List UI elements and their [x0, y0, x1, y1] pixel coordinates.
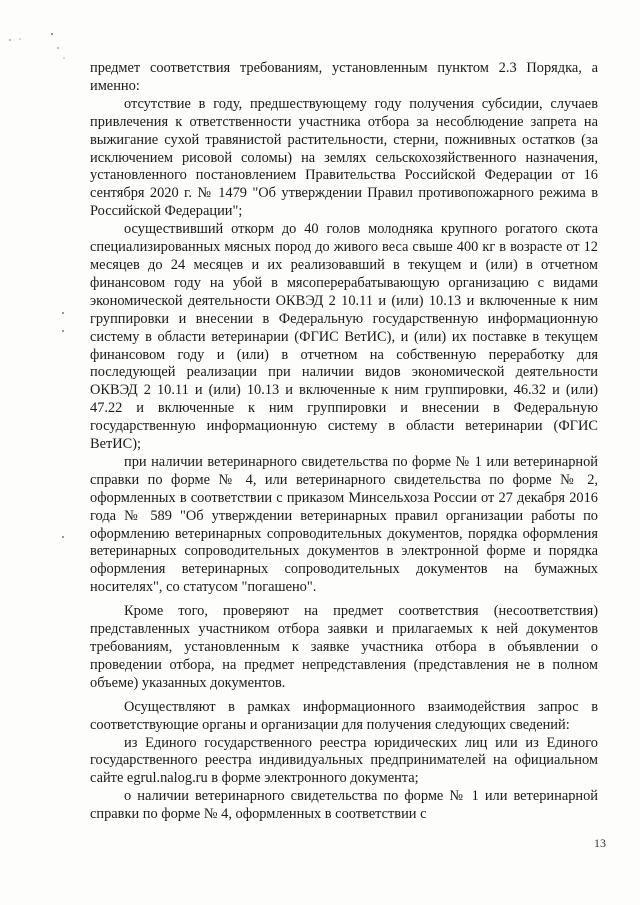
paragraph-vet-certificate: при наличии ветеринарного свидетельства по форме № 1 или ветеринарной справки по форме № 4, или ветеринарного свидетельства по форме № 2, оформленных в соответствии с приказом Минсельхоза России от 27 декабря 2016 года № 589 "Об утверждении ветеринарных правил организации работы по оформлению ветеринарных сопроводительных документов, порядка оформления ветеринарных сопроводительных документов в электронной форме и порядка оформления ветеринарных сопроводительных документов на бумажных носителях", со статусом "погашено".	[90, 453, 598, 596]
margin-speck	[62, 536, 64, 538]
paragraph-interagency-request: Осуществляют в рамках информационного взаимодействия запрос в соответствующие органы и организации для получения следующих сведений:	[90, 698, 598, 733]
scan-artifact-icon	[6, 28, 66, 68]
paragraph-fattening: осуществивший откорм до 40 голов молодняка крупного рогатого скота специализированных мясных пород до живого веса свыше 400 кг в возрасте от 12 месяцев до 24 месяцев и их реализовавший в текущем и (или) в отчетном финансовом году на убой в мясоперерабатывающую организацию с видами экономической деятельности ОКВЭД 2 10.11 и (или) 10.13 и включенные к ним группировки и внесении в Федеральную государственную информационную систему в области ветеринарии (ФГИС ВетИС), и (или) их поставке в текущем финансовом году и (или) в отчетном на собственную переработку для последующей реализации при наличии видов экономической деятельности ОКВЭД 2 10.11 и (или) 10.13 и включенные к ним группировки, 46.32 и (или) 47.22 и включенные к ним группировки и внесении в Федеральную государственную информационную систему в области ветеринарии (ФГИС ВетИС);	[90, 221, 598, 453]
paragraph-egrul: из Единого государственного реестра юридических лиц или из Единого государственного реестра индивидуальных предпринимателей на официальном сайте egrul.nalog.ru в форме электронного документа;	[90, 734, 598, 787]
paragraph-intro: предмет соответствия требованиям, установленным пунктом 2.3 Порядка, а именно:	[90, 60, 598, 94]
paragraph-vet-form: о наличии ветеринарного свидетельства по форме № 1 или ветеринарной справки по форме № 4, оформленных в соответствии с	[90, 788, 598, 823]
margin-speck	[62, 312, 64, 314]
document-body	[90, 60, 598, 824]
paragraph-no-burning: отсутствие в году, предшествующему году получения субсидии, случаев привлечения к ответственности участника отбора за несоблюдение запрета на выжигание сухой травянистой растительности, стерни, пожнивных остатков (за исключением рисовой соломы) на землях сельскохозяйственного назначения, установленного постановлением Правительства Российской Федерации от 16 сентября 2020 г. № 1479 "Об утверждении Правил противопожарного режима в Российской Федерации";	[90, 95, 598, 220]
page-number: 13	[594, 836, 606, 850]
margin-speck	[62, 330, 64, 332]
paragraph-verification: Кроме того, проверяют на предмет соответствия (несоответствия) представленных участником отбора заявки и прилагаемых к ней документов требованиям, установленным к заявке участника отбора в объявлении о проведении отбора, на предмет непредставления (представления не в полном объеме) указанных документов.	[90, 603, 598, 691]
